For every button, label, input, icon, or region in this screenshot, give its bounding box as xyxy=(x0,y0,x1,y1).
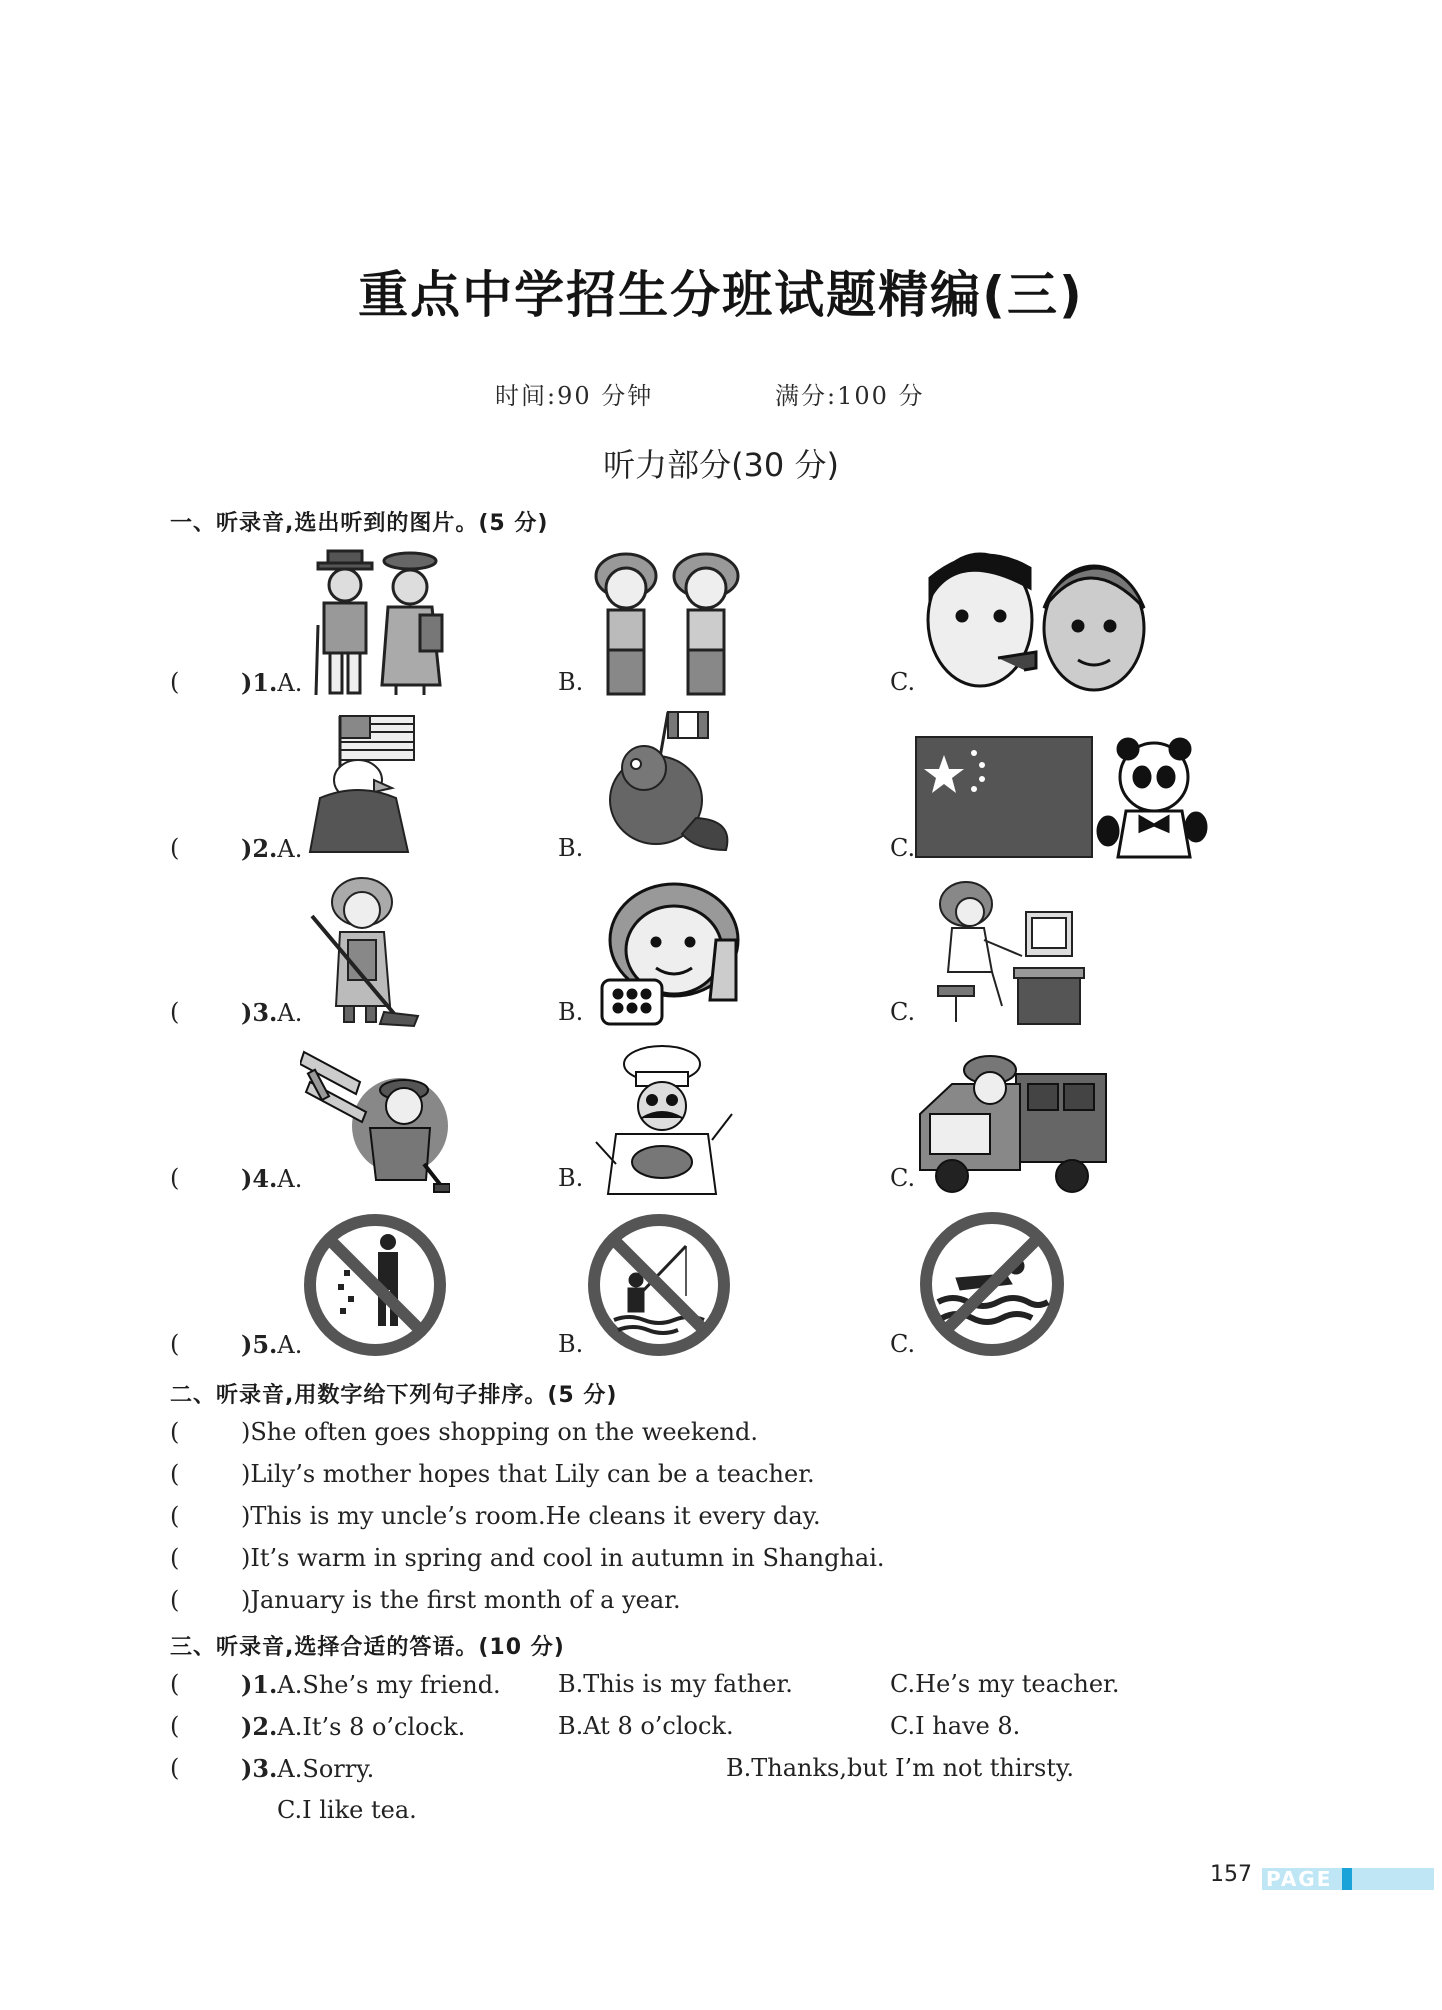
truck-driver-icon xyxy=(916,1044,1116,1200)
option-b-label: B. xyxy=(558,1330,584,1358)
list-item: )This is my uncle’s room.He cleans it every day. xyxy=(241,1502,821,1530)
answer-paren: ( xyxy=(170,1712,180,1740)
person-at-computer-icon xyxy=(918,876,1088,1032)
answer-paren: ( xyxy=(170,1460,180,1488)
answer-paren: ( xyxy=(170,834,180,862)
list-item: )January is the first month of a year. xyxy=(241,1586,681,1614)
answer-paren: ( xyxy=(170,1164,180,1192)
option-c-label: C. xyxy=(890,834,916,862)
question-number: )3.A. xyxy=(241,998,303,1027)
option-b-label: B. xyxy=(558,834,584,862)
answer-paren: ( xyxy=(170,998,180,1026)
question-number: )2.A.It’s 8 o’clock. xyxy=(241,1712,466,1741)
girl-on-phone-icon xyxy=(586,880,746,1030)
question-number: )1.A.She’s my friend. xyxy=(241,1670,501,1699)
old-couple-icon xyxy=(310,545,450,700)
option-b-label: B. xyxy=(558,668,584,696)
list-item: )It’s warm in spring and cool in autumn in Shanghai. xyxy=(241,1544,885,1572)
exam-time: 时间:90 分钟 xyxy=(495,382,654,410)
page-bar xyxy=(1262,1868,1434,1890)
answer-paren: ( xyxy=(170,1544,180,1572)
question-number: )4.A. xyxy=(241,1164,303,1193)
page-bar-tick xyxy=(1342,1868,1352,1890)
section3-heading: 三、听录音,选择合适的答语。(10 分) xyxy=(170,1635,565,1660)
option-c-label: C. xyxy=(890,1330,916,1358)
answer-paren: ( xyxy=(170,668,180,696)
china-flag-panda-icon xyxy=(914,735,1214,863)
option-b: B.At 8 o’clock. xyxy=(558,1712,734,1740)
beaver-canada-flag-icon xyxy=(586,710,736,860)
no-fishing-sign-icon xyxy=(584,1210,734,1360)
option-b-label: B. xyxy=(558,998,584,1026)
list-item: )She often goes shopping on the weekend. xyxy=(241,1418,759,1446)
answer-paren: ( xyxy=(170,1754,180,1782)
woman-mopping-icon xyxy=(300,876,430,1031)
page-title: 重点中学招生分班试题精编(三) xyxy=(358,266,1084,324)
worker-carrying-beam-icon xyxy=(300,1044,450,1200)
option-c-label: C. xyxy=(890,998,916,1026)
no-swimming-sign-icon xyxy=(916,1208,1068,1360)
answer-paren: ( xyxy=(170,1502,180,1530)
answer-paren: ( xyxy=(170,1670,180,1698)
option-b: B.Thanks,but I’m not thirsty. xyxy=(726,1754,1074,1782)
two-girls-icon xyxy=(586,548,746,700)
option-c-label: C. xyxy=(890,1164,916,1192)
section2-heading: 二、听录音,用数字给下列句子排序。(5 分) xyxy=(170,1383,618,1408)
exam-score: 满分:100 分 xyxy=(775,382,925,410)
question-number: )3.A.Sorry. xyxy=(241,1754,375,1783)
man-woman-faces-icon xyxy=(918,548,1158,700)
option-c: C.I like tea. xyxy=(277,1796,417,1824)
answer-paren: ( xyxy=(170,1418,180,1446)
option-c: C.He’s my teacher. xyxy=(890,1670,1120,1698)
option-b: B.This is my father. xyxy=(558,1670,793,1698)
answer-paren: ( xyxy=(170,1330,180,1358)
page-label: PAGE xyxy=(1266,1867,1333,1891)
option-c-label: C. xyxy=(890,668,916,696)
question-number: )5.A. xyxy=(241,1330,303,1359)
answer-paren: ( xyxy=(170,1586,180,1614)
section1-heading: 一、听录音,选出听到的图片。(5 分) xyxy=(170,511,549,536)
page-number: 157 xyxy=(1210,1862,1252,1887)
question-number: )2.A. xyxy=(241,834,303,863)
list-item: )Lily’s mother hopes that Lily can be a teacher. xyxy=(241,1460,815,1488)
eagle-usa-flag-icon xyxy=(300,712,420,864)
option-b-label: B. xyxy=(558,1164,584,1192)
part-title: 听力部分(30 分) xyxy=(603,446,839,484)
chef-icon xyxy=(586,1044,736,1200)
no-littering-sign-icon xyxy=(300,1210,450,1360)
option-c: C.I have 8. xyxy=(890,1712,1021,1740)
question-number: )1.A. xyxy=(241,668,303,697)
